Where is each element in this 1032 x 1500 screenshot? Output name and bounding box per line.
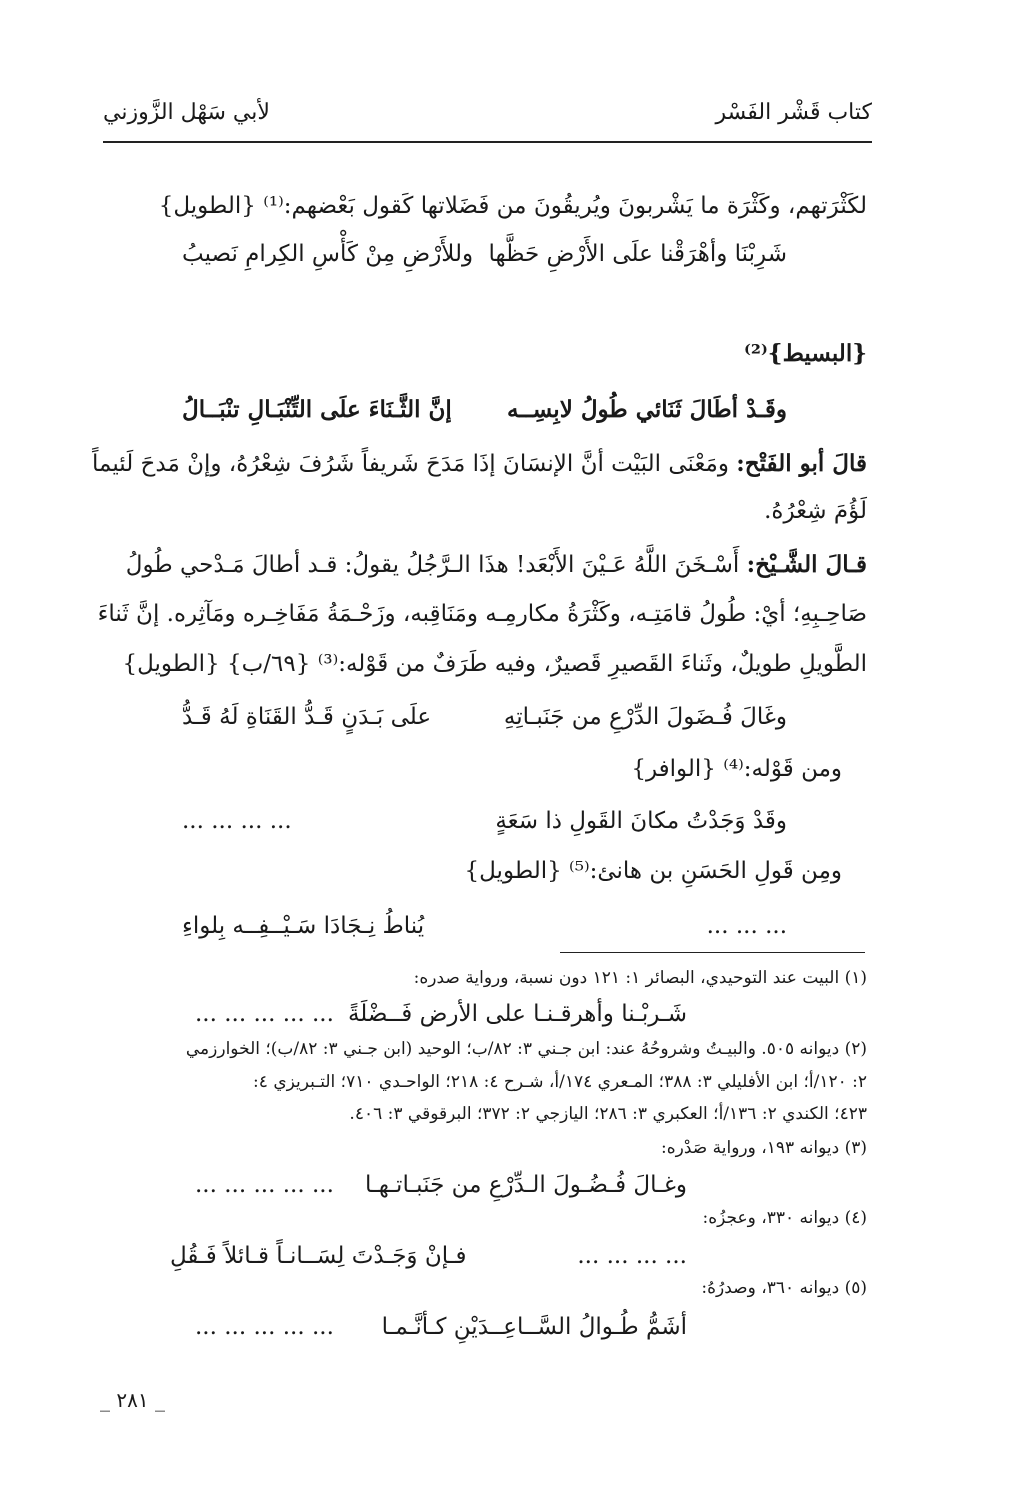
commentary-text: ومَعْنَى البَيْت أنَّ الإنسَانَ إذَا مَدَحَ شَريفاً شَرُفَ شِعْرُهُ، وإنْ مَدحَ لَئيماً (92, 451, 729, 477)
text-line: لكَثْرَتهم، وكَثْرَة ما يَشْربونَ ويُريقُونَ من فَضَلاتها كَقول بَعْضهم:⁽¹⁾ {الطويل} (158, 193, 867, 219)
footnote-verse-right: ... ... ... ... (577, 1243, 687, 1269)
verse-hemistich-left: إنَّ الثَّـنَاءَ علَى التِّنْبَـالِ تنْبَــالُ (182, 396, 452, 423)
speaker-label: قـالَ الشَّـيْخ: (746, 551, 867, 578)
footnote-verse-right: شَـربْـنا وأهرقـنـا على الأرض فَــضْلَةً (347, 1001, 687, 1027)
commentary-line: لَؤُمَ شِعْرُهُ. (764, 498, 867, 524)
verse-hemistich-right: وقَدْ وَجَدْتُ مكانَ القَولِ ذا سَعَةٍ (495, 808, 787, 834)
verse-hemistich-right: وغَالَ فُـضَولَ الدِّرْعِ من جَنَبـاتِهِ (503, 704, 787, 730)
footnote-verse-right: وغـالَ فُـضُـولَ الـدِّرْعِ من جَنَبـاتـهـا (364, 1172, 687, 1198)
footnote-verse-left: ... ... ... ... ... (195, 1001, 334, 1027)
commentary-text: أَسْـخَنَ اللَّهُ عَـيْنَ الأَبْعَد! هذَا الـرَّجُلُ يقولُ: قـد أطالَ مَـدْحي طُولُ (125, 552, 740, 578)
footnote: ٤٢٣؛ الكندي ٢: ١٣٦/أ؛ العكبري ٣: ٢٨٦؛ اليازجي ٢: ٣٧٢؛ البرقوقي ٣: ٤٠٦. (349, 1104, 867, 1124)
speaker-label: قالَ أبو الفَتْح: (736, 450, 867, 477)
verse-hemistich-right: وقَـدْ أطَالَ ثَنَائي طُولُ لابِسِــه (506, 396, 787, 423)
commentary-line (92, 452, 867, 476)
footnote: (١) البيت عند التوحيدي، البصائر ١: ١٢١ دون نسبة، ورواية صدره: (413, 968, 867, 988)
footnote: (٥) ديوانه ٣٦٠، وصدرُهُ: (701, 1278, 867, 1298)
running-header-author: لأبي سَهْل الزَّوزني (103, 100, 270, 125)
verse-hemistich-left: ... ... ... ... (182, 808, 292, 834)
footnote-separator (560, 952, 865, 953)
footnote-verse-left: ... ... ... ... ... (195, 1314, 334, 1340)
footnote: ٢: ١٢٠/أ؛ ابن الأفليلي ٣: ٣٨٨؛ المـعري ١٧٤/أ، شـرح ٤: ٢١٨؛ الواحـدي ٧١٠؛ التـبريزي ٤: (253, 1072, 867, 1092)
text-line: ومِن قَولِ الحَسَنِ بن هانئ:⁽⁵⁾ {الطويل} (464, 858, 842, 884)
commentary-line: صَاحِـبِهِ؛ أيْ: طُولُ قامَتِـه، وكَثْرَةُ مكارمِـه ومَنَاقِبه، وزَحْـمَةُ مَفَاخِـره ومَآثِره. إنَّ ثَناءَ (97, 601, 867, 627)
commentary-line (126, 553, 867, 577)
meter-label: {البسيط}⁽²⁾ (744, 340, 867, 367)
page-number: _ ٢٨١ _ (100, 1388, 165, 1412)
verse-hemistich-right: شَرِبْنَا وأهْرَقْنا علَى الأَرْضِ حَظَّها (488, 241, 787, 267)
running-header-book-title: كتاب قَشْر الفَسْر (715, 100, 872, 125)
verse-hemistich-left: يُناطُ نِـجَادَا سَـيْــفِــه بِلواءِ (182, 913, 425, 939)
footnote-verse-left: ... ... ... ... ... (195, 1172, 334, 1198)
text-line: ومن قَوْله:⁽⁴⁾ {الوافر} (631, 756, 842, 782)
footnote-verse-left: فـإنْ وَجَـدْتَ لِسَــانـاً قـائلاً فَـقُلِ (170, 1243, 467, 1269)
footnote: (٤) ديوانه ٣٣٠، وعجزُه: (702, 1208, 867, 1228)
header-rule (103, 141, 872, 143)
footnote-verse-right: أشَمُّ طُـوالُ السَّــاعِــدَيْنِ كـأنَّـمـا (381, 1314, 687, 1340)
verse-hemistich-left: وللأَرْضِ مِنْ كَأْسِ الكِرامِ نَصيبُ (182, 241, 474, 267)
footnote: (٢) ديوانه ٥٠٥. والبيـتُ وشروحُهُ عند: ابن جـني ٣: ٨٢/ب؛ الوحيد (ابن جـني ٣: ٨٢/ب)؛ الخوارزمي (185, 1039, 867, 1059)
verse-hemistich-left: علَى بَـدَنٍ قَـدُّ القَنَاةِ لَهُ قَـدُّ (182, 704, 432, 730)
verse-hemistich-right: ... ... ... (706, 913, 787, 939)
commentary-line: الطَّويلِ طويلٌ، وثَناءَ القَصيرِ قَصيرٌ، وفيه طَرَفٌ من قَوْله:⁽³⁾ {٦٩/ب} {الطويل} (122, 651, 867, 677)
footnote: (٣) ديوانه ١٩٣، ورواية صَدْره: (661, 1138, 867, 1158)
